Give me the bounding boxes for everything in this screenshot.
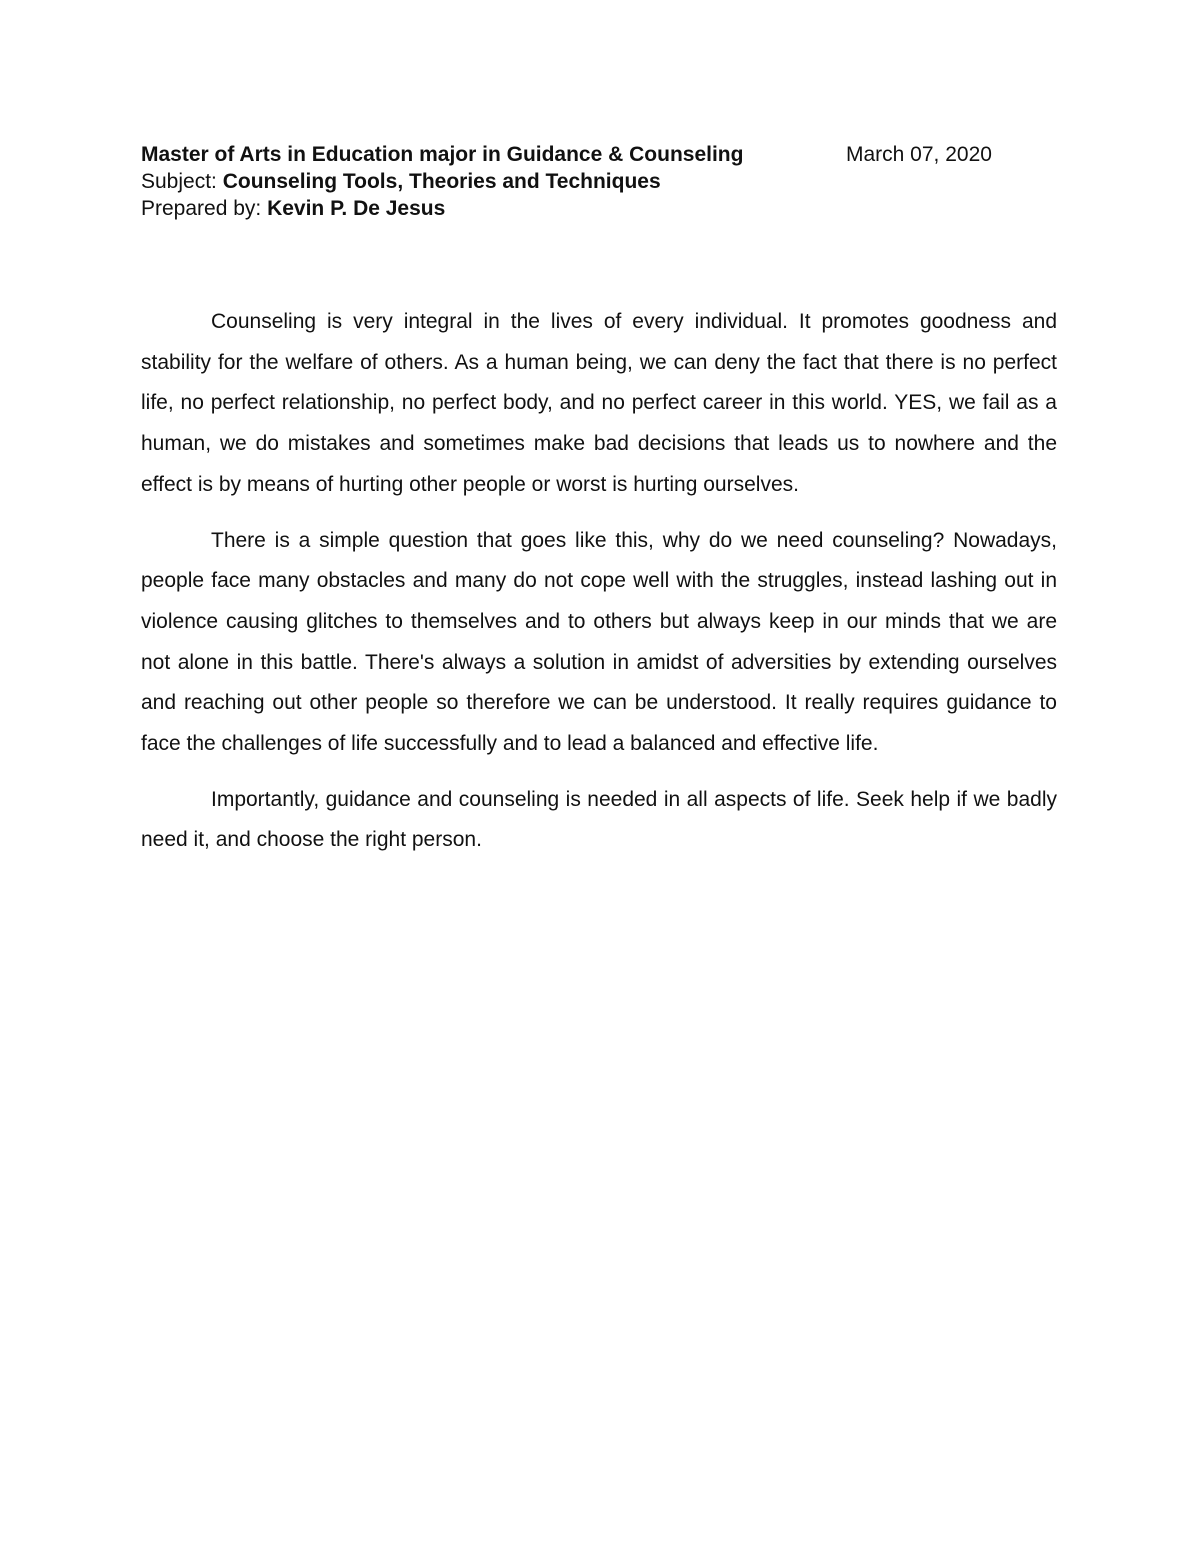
program-title: Master of Arts in Education major in Guidance & Counseling	[141, 143, 744, 166]
document-body	[141, 302, 1057, 876]
paragraph: Importantly, guidance and counseling is needed in all aspects of life. Seek help if we badly need it, and choose the right person.	[141, 787, 1057, 852]
subject-value: Counseling Tools, Theories and Techniques	[222, 170, 661, 193]
document-date: March 07, 2020	[846, 143, 992, 166]
prepared-by-label: Prepared by:	[141, 197, 268, 220]
subject-label: Subject:	[141, 170, 223, 193]
prepared-by-line	[141, 195, 1061, 222]
document-header	[141, 141, 1061, 222]
paragraph: There is a simple question that goes like this, why do we need counseling? Nowadays, people face many obstacles and many do not cope well with the struggles, instead lashing out in violence causing glitches to themselves and to others but always keep in our minds that we are not alone in this battle. There's always a solution in amidst of adversities by extending ourselves and reaching out other people so therefore we can be understood. It really requires guidance to face the challenges of life successfully and to lead a balanced and effective life.	[141, 528, 1057, 756]
paragraph: Counseling is very integral in the lives of every individual. It promotes goodness and stability for the welfare of others. As a human being, we can deny the fact that there is no perfect life, no perfect relationship, no perfect body, and no perfect career in this world. YES, we fail as a human, we do mistakes and sometimes make bad decisions that leads us to nowhere and the effect is by means of hurting other people or worst is hurting ourselves.	[141, 310, 1057, 496]
subject-line	[141, 168, 1061, 195]
prepared-by-value: Kevin P. De Jesus	[267, 197, 446, 220]
program-line	[141, 141, 1061, 168]
